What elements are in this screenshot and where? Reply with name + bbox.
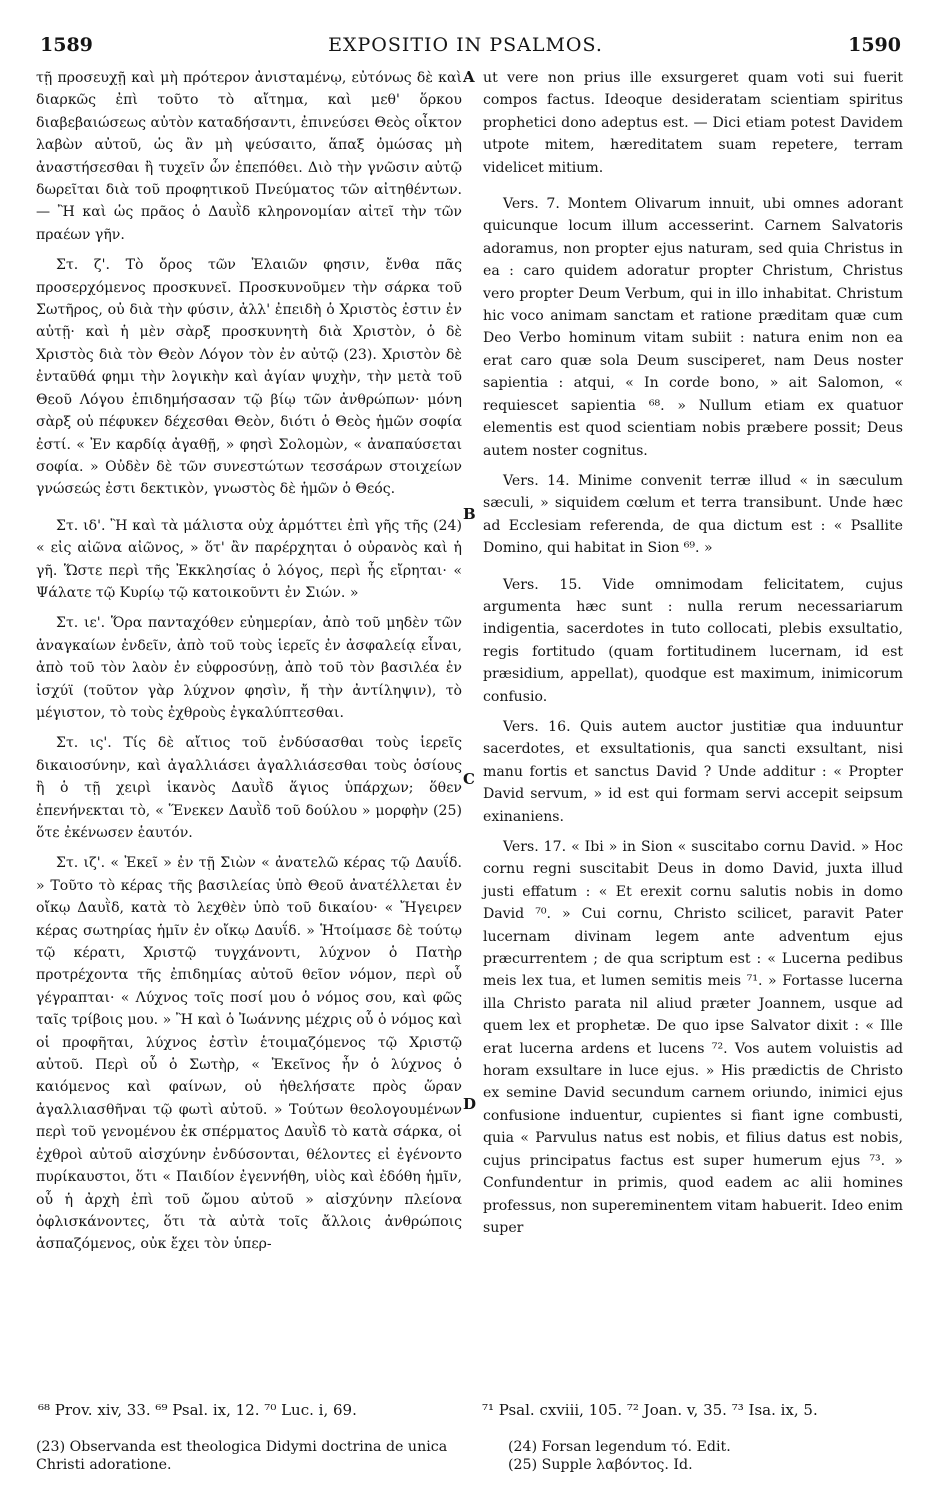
margin-letter-a: A [463,68,475,86]
latin-column [483,67,903,1247]
latin-paragraph: Vers. 17. « Ibi » in Sion « suscitabo cornu David. » Hoc cornu regni suscitabit Deus in domo David, juxta illud justi effatum : « Et erexit cornu salutis nobis in domo David ⁷⁰. » Cui cornu, Christo scilicet, paravit Pater lucernam divinam legem ante adventum ejus præcurrentem ; de qua scriptum est : « Lucerna pedibus meis lex tua, et lumen semitis meis ⁷¹. » Fortasse lucerna illa Christo parata nil aliud præter Joannem, usque ad quem lex et prophetæ. De quo ipse Salvator dixit : « Ille erat lucerna ardens et lucens ⁷². Vos autem voluistis ad horam exsultare in luce ejus. » His prædictis de Christo ex semine David secundum carnem oriundo, inimici ejus confusione induentur, cupientes si fiant igne combusti, quia « Parvulus natus est nobis, et filius datus est nobis, cujus principatus factus est super humerum ejus ⁷³. » Confundentur in primis, quod eadem ac alii homines professus, non supereminentem vitam habuerit. Ideo enim super [483,839,903,1236]
editor-notes-right [508,1438,908,1474]
margin-letter-d: D [463,1095,477,1113]
footnote-references-left: ⁶⁸ Prov. xiv, 33. ⁶⁹ Psal. ix, 12. ⁷⁰ Luc. i, 69. [38,1401,357,1419]
greek-paragraph: τῇ προσευχῇ καὶ μὴ πρότερον ἀνισταμένῳ, εὐτόνως δὲ καὶ διαρκῶς ἐπὶ τοῦτο τὸ αἴτημα, καὶ μεθ' ὅρκου διαβεβαιώσεως αὐτὸν καταδήσαντι, ἐπινεύσει Θεὸς οἶκτον λαβὼν αὐτοῦ, ὡς ἂν μὴ ψεύσαιτο, ἅπαξ ὀμώσας μὴ ἀναστήσεσθαι ἢ τυχεῖν ὧν ἐπεπόθει. Διὸ τὴν γνῶσιν αὐτῷ δωρεῖται διὰ τοῦ προφητικοῦ Πνεύματος τῶν αἰτηθέντων. — Ἢ καὶ ὡς πρᾶος ὁ Δαυῒδ κληρονομίαν αἰτεῖ τὴν τῶν πραέων γῆν. [36,70,462,243]
margin-letter-b: B [463,505,476,523]
latin-paragraph: Vers. 16. Quis autem auctor justitiæ qua induuntur sacerdotes, et exsultationis, qua sancti exsultant, nisi manu fortis et sanctus David ? Unde additur : « Propter David servum, » id est qui formam servi accepit seipsum exinaniens. [483,718,903,825]
latin-paragraph: Vers. 15. Vide omnimodam felicitatem, cujus argumenta hæc sunt : nulla rerum necessariarum indigentia, sacerdotes in tuto collocati, plebis exsultatio, regis fortitudo (quam fortitudinem lucernam, id est præsidium, appellat), quodque est maximum, inimicorum confusio. [483,576,903,705]
greek-paragraph: Στ. ιζ'. « Ἐκεῖ » ἐν τῇ Σιὼν « ἀνατελῶ κέρας τῷ Δαυΐδ. » Τοῦτο τὸ κέρας τῆς βασιλείας ὑπὸ Θεοῦ ἀνατέλλεται ἐν οἴκῳ Δαυῒδ, κατὰ τὸ λεχθὲν ὑπὸ τοῦ δικαίου· « Ἤγειρεν κέρας σωτηρίας ἡμῖν ἐν οἴκῳ Δαυΐδ. » Ἡτοίμασε δὲ τούτῳ τῷ κέρατι, Χριστῷ τυγχάνοντι, λύχνον ὁ Πατὴρ προτρέχοντα τῆς ἐπιδημίας αὐτοῦ θεῖον νόμον, περὶ οὗ γέγραπται· « Λύχνος τοῖς ποσί μου ὁ νόμος σου, καὶ φῶς ταῖς τρίβοις μου. » Ἢ καὶ ὁ Ἰωάννης μέχρις οὗ ὁ νόμος καὶ οἱ προφῆται, λύχνος ἐστὶν ἑτοιμαζόμενος τῷ Χριστῷ αὐτοῦ. Περὶ οὗ ὁ Σωτὴρ, « Ἐκεῖνος ἦν ὁ λύχνος ὁ καιόμενος καὶ φαίνων, οὐ ἠθελήσατε πρὸς ὥραν ἀγαλλιασθῆναι τῷ φωτὶ αὐτοῦ. » Τούτων θεολογουμένων περὶ τοῦ γενομένου ἐκ σπέρματος Δαυῒδ τὸ κατὰ σάρκα, οἱ ἐχθροὶ αὐτοῦ αἰσχύνην ἐνδύσονται, θέλοντες εἰ ἐγένοντο πυρίκαυστοι, ὅτι « Παιδίον ἐγεννήθη, υἱὸς καὶ ἐδόθη ἡμῖν, οὗ ἡ ἀρχὴ ἐπὶ τοῦ ὤμου αὐτοῦ » αἰσχύνην πλείονα ὀφλισκάνοντες, ὅτι τὰ αὐτὰ τοῖς ἄλλοις ἀνθρώποις ἀσπαζόμενος, οὐκ ἔχει τὸν ὑπερ- [36,855,462,1253]
greek-paragraph: Στ. ζ'. Τὸ ὄρος τῶν Ἐλαιῶν φησιν, ἔνθα πᾶς προσερχόμενος προσκυνεῖ. Προσκυνοῦμεν τὴν σάρκα τοῦ Σωτῆρος, οὐ διὰ τὴν φύσιν, ἀλλ' ἐπειδὴ ὁ Χριστὸς ἐστιν ἐν αὐτῇ· καὶ ἡ μὲν σὰρξ προσκυνητὴ διὰ Χριστὸν, ὁ δὲ Χριστὸς διὰ τὸν Θεὸν Λόγον τὸν ἐν αὐτῷ (23). Χριστὸν δὲ ἐνταῦθά φημι τὴν λογικὴν καὶ ἁγίαν ψυχὴν, τὴν μετὰ τοῦ Θεοῦ Λόγου ἐπιδημήσασαν τῷ βίῳ τῶν ἀνθρώπων· μόνη σὰρξ οὐ πέφυκεν δέχεσθαι Θεὸν, διότι ὁ Θεὸς ἡμῶν σοφία ἐστί. « Ἐν καρδίᾳ ἀγαθῇ, » φησὶ Σολομὼν, « ἀναπαύσεται σοφία. » Οὐδὲν δὲ τῶν συνεστώτων τεσσάρων στοιχείων γνώσεώς ἐστι δεκτικὸν, γνωστὸς δὲ ἡμῶν ὁ Θεός. [36,257,462,498]
margin-letter-c: C [463,770,475,788]
running-title: EXPOSITIO IN PSALMOS. [328,34,603,56]
editor-notes-left [36,1438,466,1474]
footnote-references-right: ⁷¹ Psal. cxviii, 105. ⁷² Joan. v, 35. ⁷³ Isa. ix, 5. [482,1401,818,1419]
editor-note: (25) Supple λαβόντος. Id. [508,1457,693,1473]
editor-note: (23) Observanda est theologica Didymi doctrina de unica Christi adoratione. [36,1439,448,1473]
editor-note: (24) Forsan legendum τό. Edit. [508,1439,731,1455]
latin-paragraph: Vers. 7. Montem Olivarum innuit, ubi omnes adorant quicunque locum illum accesserint. Carnem Salvatoris adoramus, non propter ejus naturam, sed quia Christus in ea : caro quidem adoratur propter Christum, Christus vero propter Deum Verbum, qui in illo inhabitat. Christum hic voco animam sanctam et ratione præditam quæ cum Deo Verbo hominum vitam subiit : natura enim non ea erat caro quæ sola Deum susciperet, nam Deus noster sapientia : atqui, « In corde bono, » ait Salomon, « requiescet sapientia ⁶⁸. » Nullum etiam ex quatuor elementis est quod scientiam nobis præbere possit; Deus autem noster cognitus. [483,196,903,459]
page-number-right: 1590 [848,34,901,56]
latin-paragraph: ut vere non prius ille exsurgeret quam voti sui fuerit compos factus. Ideoque desideratam scientiam spiritus prophetici dono adeptus est. — Dici etiam potest Davidem utpote mitem, hæreditatem suam repetere, terram videlicet mitium. [483,70,903,176]
page-number-left: 1589 [40,34,93,56]
latin-paragraph: Vers. 14. Minime convenit terræ illud « in sæculum sæculi, » siquidem cœlum et terra transibunt. Unde hæc ad Ecclesiam referenda, de qua dictum est : « Psallite Domino, qui habitat in Sion ⁶⁹. » [483,472,903,557]
greek-paragraph: Στ. ις'. Τίς δὲ αἴτιος τοῦ ἐνδύσασθαι τοὺς ἱερεῖς δικαιοσύνην, καὶ ἀγαλλιάσει ἀγαλλιάσεσθαι τοὺς ὁσίους ἢ ὁ τῇ χειρὶ ἱκανὸς Δαυῒδ ἅγιος ὑπάρχων; ὅθεν ἐπενήνεκται τὸ, « Ἕνεκεν Δαυῒδ τοῦ δούλου » μορφὴν (25) ὅτε ἐκένωσεν ἑαυτόν. [36,735,462,841]
greek-column [36,67,462,1264]
greek-paragraph: Στ. ιε'. Ὅρα πανταχόθεν εὐημερίαν, ἀπὸ τοῦ μηδὲν τῶν ἀναγκαίων ἐνδεῖν, ἀπὸ τοῦ τοὺς ἱερεῖς ἐν ἀσφαλείᾳ εἶναι, ἀπὸ τοῦ τὸν λαὸν ἐν εὐφροσύνῃ, ἀπὸ τοῦ τὸν βασιλέα ἐν ἰσχύϊ (τοῦτον γὰρ λύχνον φησὶν, ἤ τὴν ἀντίληψιν), τὸ μέγιστον, τὸ τοὺς ἐχθροὺς ἐγκαλύπτεσθαι. [36,615,462,721]
page-header [30,34,901,58]
greek-paragraph: Στ. ιδ'. Ἢ καὶ τὰ μάλιστα οὐχ ἁρμόττει ἐπὶ γῆς τῆς (24) « εἰς αἰῶνα αἰῶνος, » ὅτ' ἂν παρέρχηται ὁ οὐρανὸς καὶ ἡ γῆ. Ὥστε περὶ τῆς Ἐκκλησίας ὁ λόγος, περὶ ἧς εἴρηται· « Ψάλατε τῷ Κυρίῳ τῷ κατοικοῦντι ἐν Σιών. » [36,517,462,601]
